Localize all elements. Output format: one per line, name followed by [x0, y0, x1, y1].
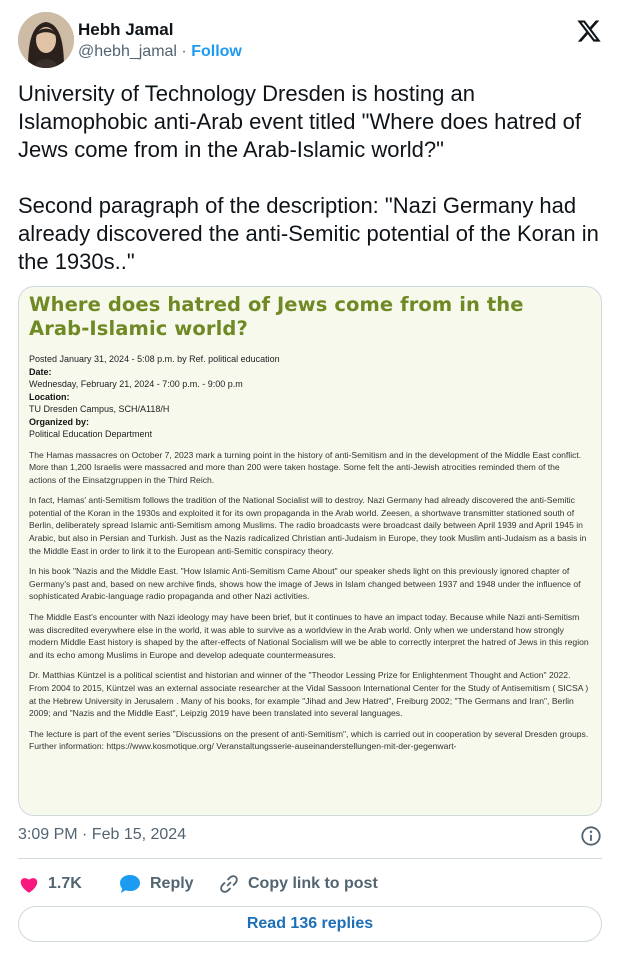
divider — [18, 858, 602, 859]
event-paragraph: In his book "Nazis and the Middle East. "How Islamic Anti-Semitism Came About" our speaker sheds light on this previously ignored chapter of Germany's past and, based on new archive finds, shows how the image of Jews in Islam changed between 1937 and 1948 under the influence of sophisticated Arabic-language radio propaganda and other Nazi activities. — [29, 566, 581, 602]
tweet-paragraph-1: University of Technology Dresden is hosting an Islamophobic anti-Arab event titled "Where does hatred of Jews come from in the Arab-Islamic world?" — [18, 81, 582, 162]
tweet-paragraph-2: Second paragraph of the description: "Nazi Germany had already discovered the anti-Semitic potential of the Koran in the 1930s.." — [18, 193, 599, 274]
user-handle-line — [78, 43, 242, 61]
event-date-value: Wednesday, February 21, 2024 - 7:00 p.m. - 9:00 p.m — [29, 379, 243, 389]
copy-link-label: Copy link to post — [248, 875, 378, 892]
user-name[interactable]: Hebh Jamal — [78, 20, 174, 39]
event-organizer-label: Organized by: — [29, 416, 90, 427]
reply-label: Reply — [150, 875, 194, 892]
like-button[interactable] — [18, 872, 82, 896]
event-page-screenshot — [29, 293, 589, 753]
tweet-header — [18, 12, 602, 72]
event-location-value: TU Dresden Campus, SCH/A118/H — [29, 404, 170, 414]
event-paragraph: The Hamas massacres on October 7, 2023 mark a turning point in the history of anti-Semitism and in the development of the Middle East conflict. More than 1,200 Israelis were massacred and more than 200 were taken hostage. Some felt the anti-Jewish atrocities reminded them of the actions of the Einsatzgruppen in the Third Reich. — [29, 449, 582, 485]
event-paragraph: In fact, Hamas' anti-Semitism follows the tradition of the National Socialist will to destroy. Nazi Germany had already discovered the anti-Semitic potential of the Koran in the 1930s and exploited it for its own propaganda in the Arab world. Zeesen, a shortwave transmitter stationed south of Berlin, deliberately spread Islamic anti-Semitism among Muslims. The radio broadcasts were broadcast daily between April 1939 and April 1945 in Arabic, but also in Persian and Turkish. Just as the Nazis radicalized Christian anti-Judaism in Europe, they took Muslim anti-Judaism as a basis in the Middle East in order to link it to the European anti-Semitic conspiracy theory. — [29, 495, 587, 556]
tweet-media-image[interactable] — [18, 286, 602, 816]
avatar[interactable] — [18, 12, 74, 68]
action-bar — [18, 872, 602, 896]
event-location-label: Location: — [29, 391, 70, 402]
copy-link-button[interactable] — [218, 872, 378, 896]
tweet-text — [18, 80, 608, 276]
user-handle[interactable]: @hebh_jamal — [78, 43, 177, 60]
read-replies-button[interactable] — [18, 906, 602, 942]
like-count: 1.7K — [48, 875, 82, 892]
event-title: Where does hatred of Jews come from in the Arab-Islamic world? — [29, 293, 524, 340]
handle-separator: · — [181, 43, 187, 60]
reply-button[interactable] — [118, 872, 194, 896]
read-replies-label: Read 136 replies — [246, 915, 374, 932]
heart-icon — [18, 873, 40, 895]
speech-bubble-icon — [118, 873, 142, 895]
info-icon[interactable] — [580, 825, 602, 847]
event-date-label: Date: — [29, 366, 52, 377]
event-paragraph: The lecture is part of the event series "Discussions on the present of anti-Semitism", which is carried out in cooperation by several Dresden groups. Further information: https://www.kosmotique.org/ Veranstaltungsserie-auseinanderstellungen-mit-der-gegenwart- — [29, 728, 589, 752]
x-logo-icon[interactable] — [576, 18, 602, 44]
timestamp-row — [18, 826, 602, 846]
event-paragraph: The Middle East's encounter with Nazi ideology may have been brief, but it continues to have an impact today. Because while Nazi anti-Semitism was discredited everywhere else in the world, it was able to survive as a worldview in the Arab world. Only when we understand how strongly modern Middle East history is shaped by the after-effects of National Socialism will we be able to correctly interpret the hatred of Jews in this region and its echo among Muslims in Europe and develop adequate countermeasures. — [29, 612, 589, 660]
tweet-timestamp[interactable]: 3:09 PM · Feb 15, 2024 — [18, 826, 187, 843]
follow-button[interactable]: Follow — [191, 43, 242, 60]
event-paragraph: Dr. Matthias Küntzel is a political scientist and historian and winner of the "Theodor Lessing Prize for Enlightenment Thought and Action" 2022. From 2004 to 2015, Küntzel was an external associate researcher at the Vidal Sassoon International Center for the Study of Antisemitism ( SICSA ) at the Hebrew University in Jerusalem . Many of his books, for example "Jihad and Jew Hatred", Freiburg 2002; "The Germans and Iran", Berlin 2009; and "Nazis and the Middle East", Leipzig 2019 have been translated into several languages. — [29, 670, 589, 719]
event-organizer-value: Political Education Department — [29, 429, 153, 439]
event-meta — [29, 353, 589, 441]
event-posted: Posted January 31, 2024 - 5:08 p.m. by Ref. political education — [29, 354, 280, 364]
link-icon — [218, 873, 240, 895]
